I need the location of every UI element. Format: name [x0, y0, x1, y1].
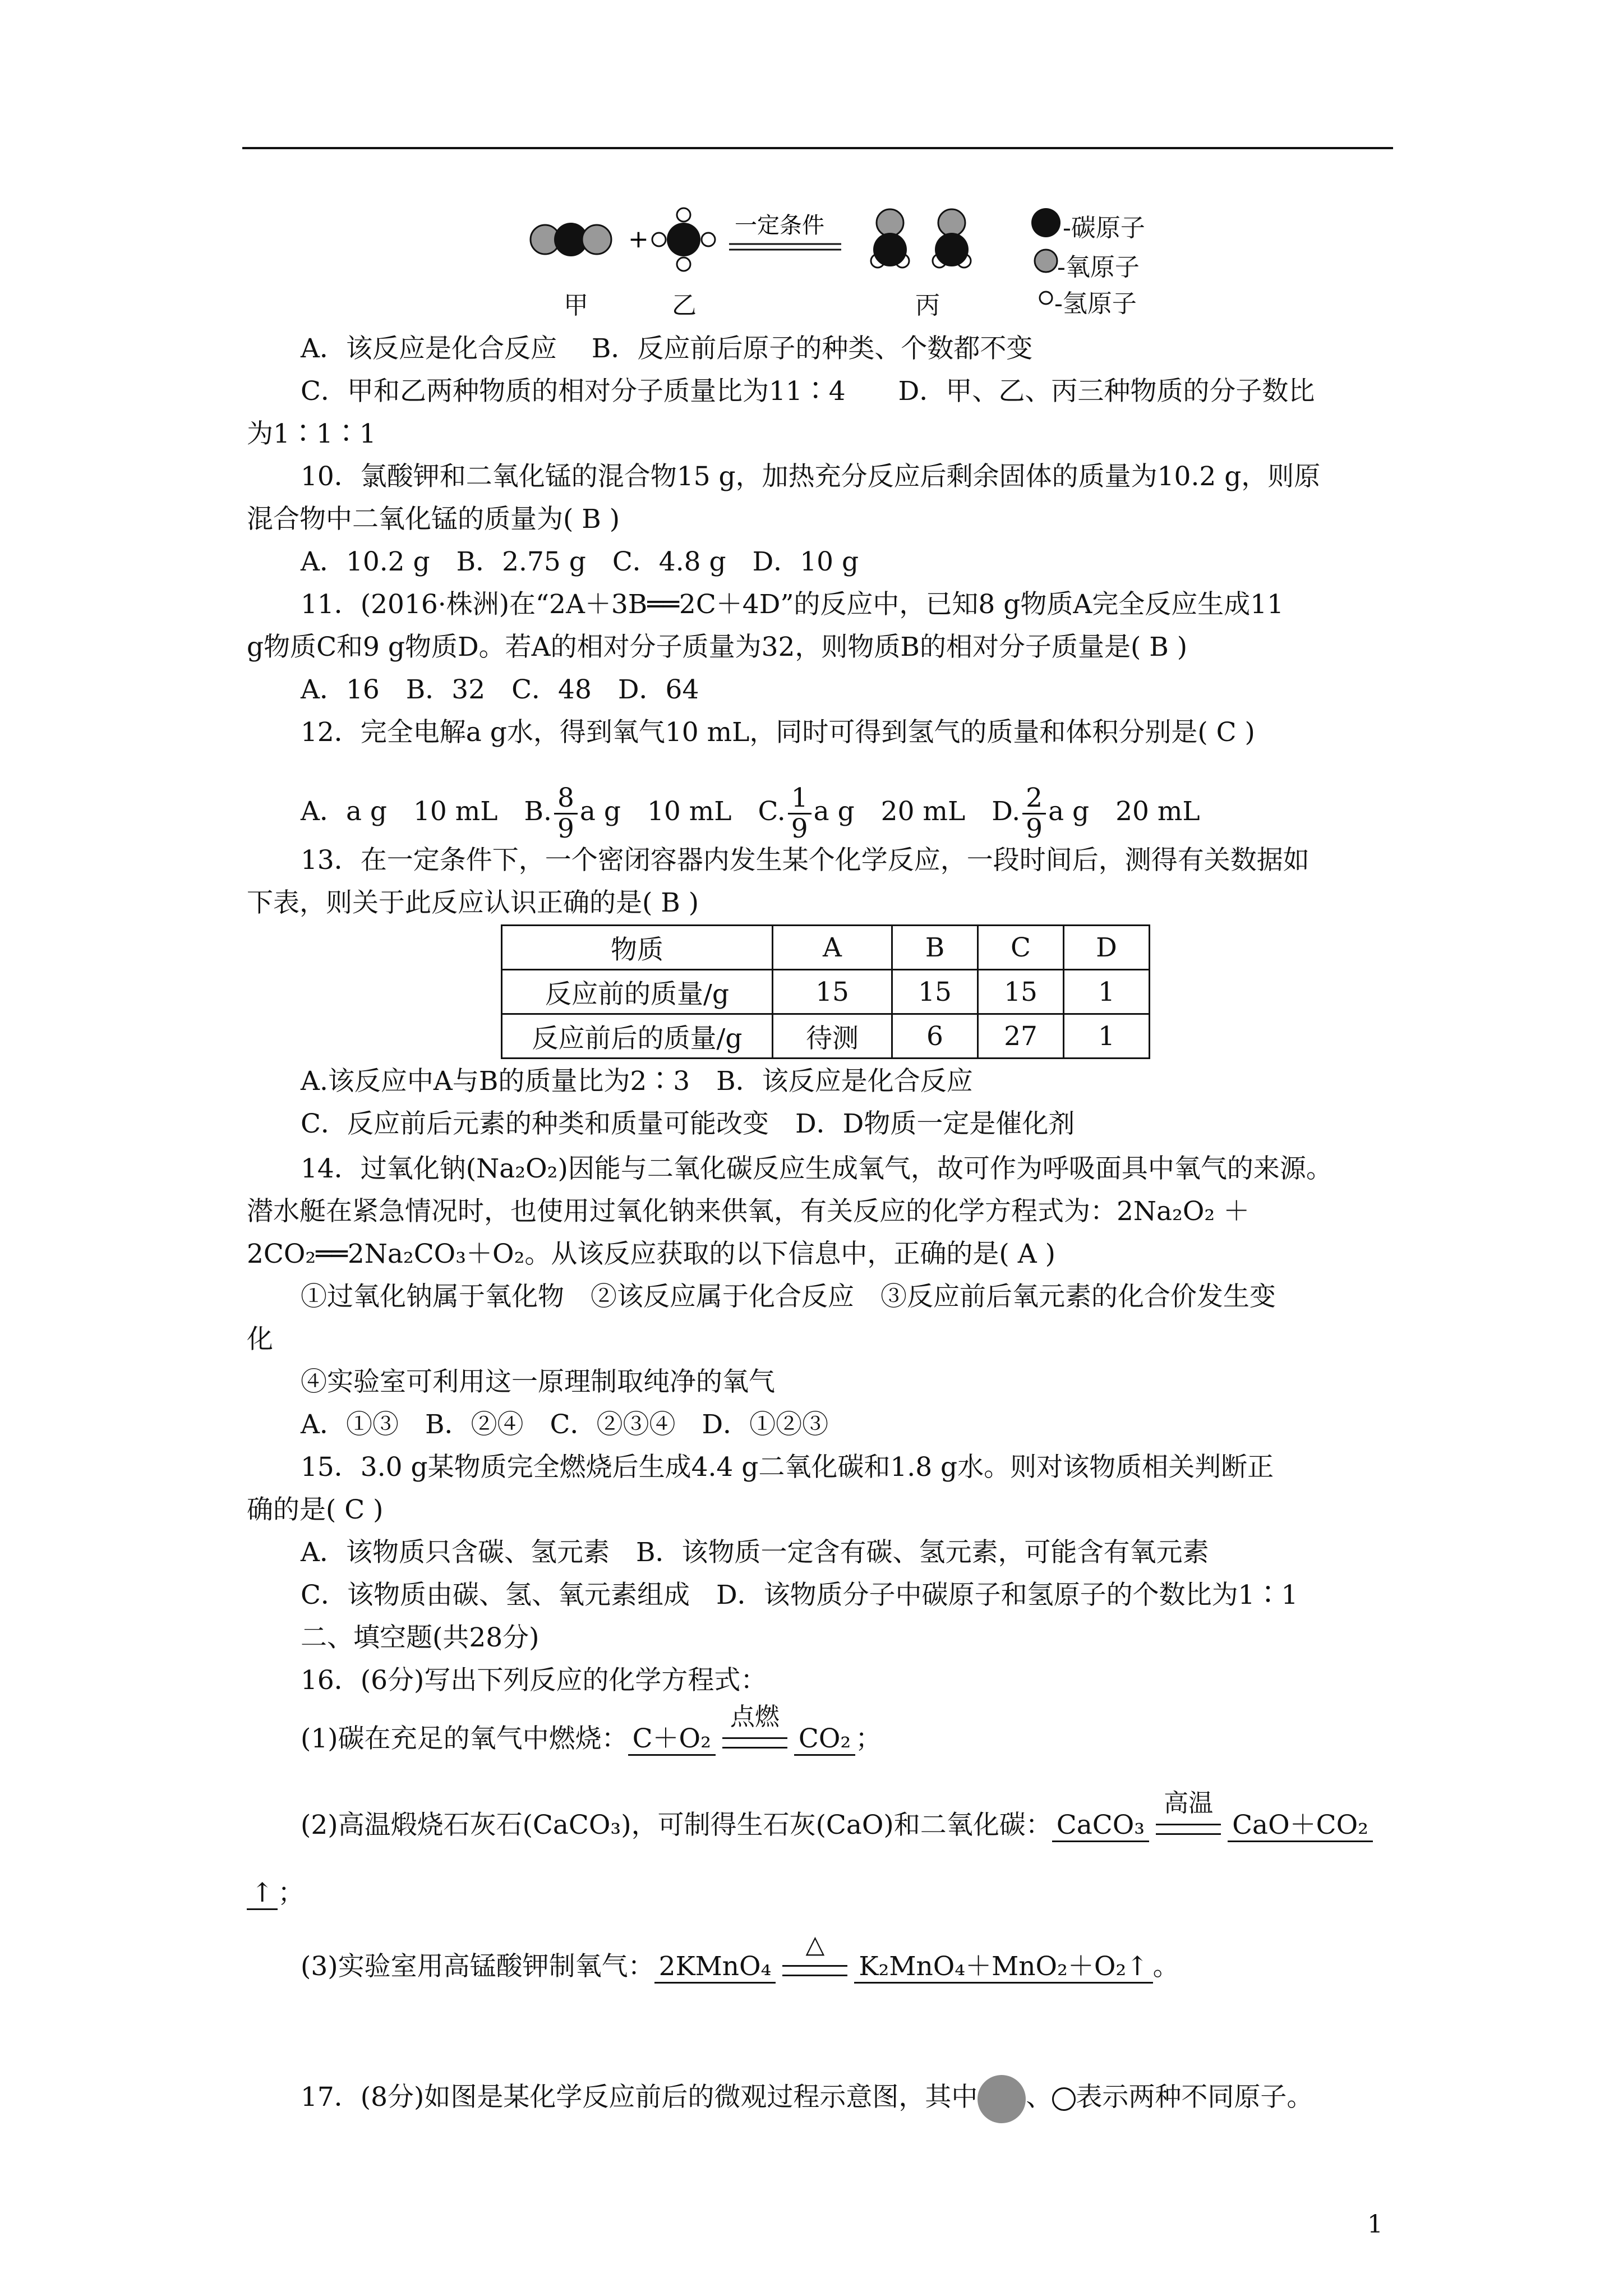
- q14-statements-1: ①过氧化钠属于氧化物 ②该反应属于化合反应 ③反应前后氧元素的化合价发生变: [301, 1281, 1276, 1312]
- q11-stem-2: g物质C和9 g物质D。若A的相对分子质量为32，则物质B的相对分子质量是( B ): [247, 632, 1188, 662]
- q9-options-3: 为1∶1∶1: [247, 418, 376, 449]
- q16-heading: 16．(6分)写出下列反应的化学方程式：: [301, 1665, 767, 1696]
- reaction-arrow: 高温: [1149, 1810, 1228, 1844]
- yi-hydrogen-right: [702, 233, 715, 246]
- fraction-1-9: $\frac{1}{9}$: [788, 784, 811, 844]
- q16-equation-2-cont: ↑ ；: [247, 1876, 304, 1910]
- table-header-row: 物质 A B C D: [502, 926, 1150, 970]
- answer-reactants: 2KMnO₄: [654, 1951, 776, 1984]
- q12-stem: 12．完全电解a g水，得到氧气10 mL，同时可得到氢气的质量和体积分别是( C ): [301, 717, 1255, 748]
- yi-hydrogen-bottom: [677, 257, 690, 271]
- label-bing: 丙: [915, 291, 940, 320]
- q15-options-1: A．该物质只含碳、氢元素 B．该物质一定含有碳、氢元素，可能含有氧元素: [301, 1537, 1209, 1568]
- fraction-2-9: $\frac{2}{9}$: [1022, 784, 1046, 844]
- q13-options-2: C．反应前后元素的种类和质量可能改变 D．D物质一定是催化剂: [301, 1108, 1075, 1139]
- header-rule: [242, 147, 1393, 149]
- q9-options-2: C．甲和乙两种物质的相对分子质量比为11∶4 D．甲、乙、丙三种物质的分子数比: [301, 376, 1315, 407]
- legend-oxygen-icon: [1035, 250, 1057, 272]
- legend-oxygen-label: -氧原子: [1057, 253, 1140, 282]
- answer-products: CaO＋CO₂: [1228, 1810, 1373, 1842]
- q17-stem: 17．(8分)如图是某化学反应前后的微观过程示意图，其中 、 表示两种不同原子。: [301, 2072, 1313, 2123]
- bing1-oxygen: [877, 209, 903, 236]
- q11-stem-1: 11．(2016·株洲)在“2A＋3B══2C＋4D”的反应中，已知8 g物质A完全反应生成11: [301, 589, 1284, 620]
- q10-options: A．10.2 g B．2.75 g C．4.8 g D．10 g: [301, 546, 859, 577]
- q15-options-2: C．该物质由碳、氢、氧元素组成 D．该物质分子中碳原子和氢原子的个数比为1∶1: [301, 1580, 1298, 1611]
- reaction-arrow: 点燃: [716, 1724, 794, 1757]
- label-jia: 甲: [564, 291, 588, 320]
- fraction-8-9: $\frac{8}{9}$: [554, 784, 578, 844]
- q16-equation-1: (1)碳在充足的氧气中燃烧： C＋O₂ 点燃 CO₂ ；: [301, 1722, 882, 1757]
- q16-equation-2: (2)高温煅烧石灰石(CaCO₃)，可制得生石灰(CaO)和二氧化碳： CaCO₃ 高温 CaO＋CO₂: [301, 1809, 1373, 1844]
- q13-stem-2: 下表，则关于此反应认识正确的是( B ): [247, 887, 699, 918]
- q13-stem-1: 13．在一定条件下，一个密闭容器内发生某个化学反应，一段时间后，测得有关数据如: [301, 845, 1310, 876]
- table-row: 反应前的质量/g 15 15 15 1: [502, 970, 1150, 1014]
- q14-statements-3: ④实验室可利用这一原理制取纯净的氧气: [301, 1366, 775, 1397]
- legend-carbon-icon: [1031, 208, 1061, 237]
- q14-stem-2: 潜水艇在紧急情况时，也使用过氧化钠来供氧，有关反应的化学方程式为：2Na₂O₂ ＋: [247, 1196, 1250, 1227]
- small-atom-icon: [1052, 2087, 1076, 2111]
- q9-options-1: A．该反应是化合反应 B．反应前后原子的种类、个数都不变: [301, 333, 1033, 364]
- answer-products: CO₂: [794, 1723, 855, 1756]
- jia-oxygen-right: [582, 225, 611, 254]
- section-heading: 二、填空题(共28分): [301, 1622, 540, 1653]
- legend-hydrogen-label: -氢原子: [1054, 289, 1137, 318]
- yi-hydrogen-top: [677, 208, 690, 222]
- answer-products: K₂MnO₄＋MnO₂＋O₂↑: [854, 1951, 1152, 1984]
- q14-stem-1: 14．过氧化钠(Na₂O₂)因能与二氧化碳反应生成氧气，故可作为呼吸面具中氧气的来源。: [301, 1153, 1332, 1184]
- q12-options: A．a g 10 mL B. $\frac{8}{9}$ a g 10 mL C. $\frac{1}{9}$ a g 20 mL D. $\frac{2}{9}$ a g 20 mL: [301, 782, 1200, 844]
- yi-carbon: [667, 223, 700, 256]
- bing2-oxygen: [938, 209, 965, 236]
- q14-statements-2: 化: [247, 1324, 273, 1355]
- q14-options: A．①③ B．②④ C．②③④ D．①②③: [301, 1409, 829, 1440]
- label-yi: 乙: [672, 291, 697, 320]
- answer-reactants: C＋O₂: [628, 1723, 716, 1756]
- gas-arrow: ↑: [247, 1878, 278, 1910]
- q11-options: A．16 B．32 C．48 D．64: [301, 674, 699, 705]
- page-number: 1: [1367, 2210, 1383, 2239]
- plus-sign: +: [628, 225, 649, 254]
- q10-stem-1: 10．氯酸钾和二氧化锰的混合物15 g，加热充分反应后剩余固体的质量为10.2 g，则原: [301, 461, 1321, 492]
- q13-options-1: A.该反应中A与B的质量比为2∶3 B．该反应是化合反应: [301, 1066, 973, 1097]
- q16-equation-3: (3)实验室用高锰酸钾制氧气： 2KMnO₄ △ K₂MnO₄＋MnO₂＋O₂↑ 。: [301, 1950, 1179, 1985]
- q15-stem-1: 15．3.0 g某物质完全燃烧后生成4.4 g二氧化碳和1.8 g水。则对该物质相关判断正: [301, 1452, 1274, 1483]
- legend-hydrogen-icon: [1040, 292, 1052, 304]
- reaction-condition: 一定条件: [735, 213, 824, 238]
- q14-stem-3: 2CO₂══2Na₂CO₃＋O₂。从该反应获取的以下信息中，正确的是( A ): [247, 1239, 1055, 1269]
- legend-carbon-label: -碳原子: [1063, 214, 1145, 242]
- q13-data-table: [501, 924, 1150, 1059]
- large-atom-icon: [978, 2075, 1026, 2123]
- q10-stem-2: 混合物中二氧化锰的质量为( B ): [247, 504, 620, 535]
- q15-stem-2: 确的是( C ): [247, 1494, 384, 1525]
- table-row: 反应前后的质量/g 待测 6 27 1: [502, 1014, 1150, 1059]
- bing1-carbon: [873, 233, 907, 266]
- bing2-carbon: [935, 233, 969, 266]
- yi-hydrogen-left: [652, 233, 666, 246]
- answer-reactants: CaCO₃: [1052, 1810, 1149, 1842]
- reaction-arrow: △: [776, 1952, 854, 1985]
